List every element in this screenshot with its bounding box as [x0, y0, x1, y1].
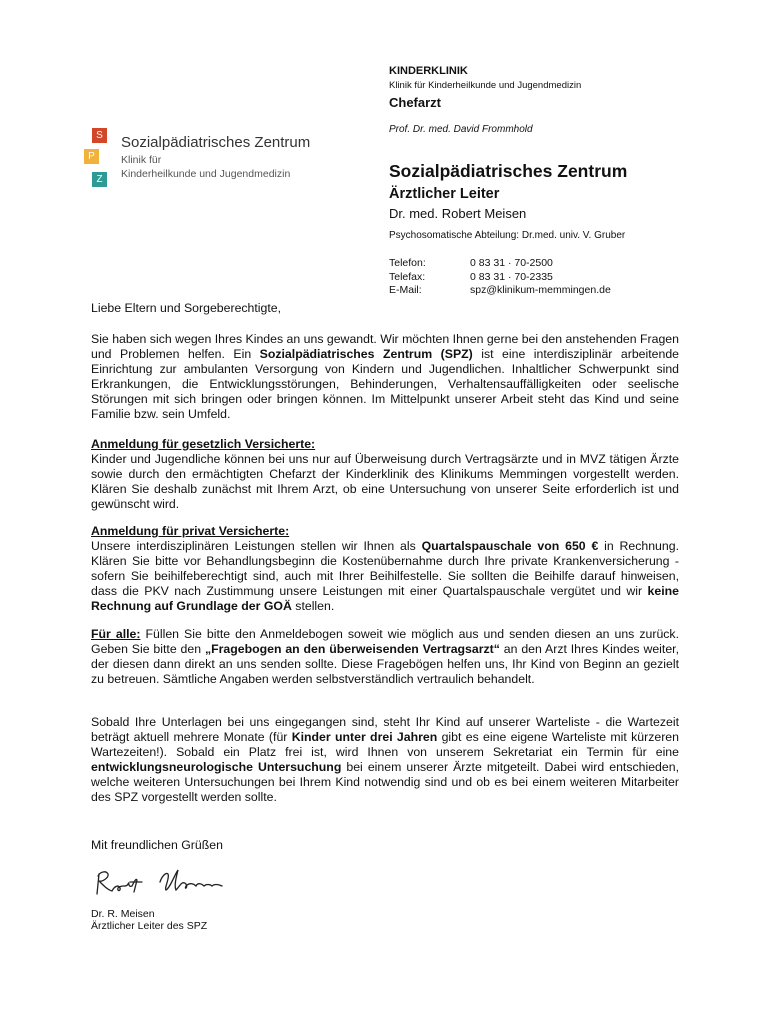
- contact-label: E-Mail:: [389, 284, 422, 296]
- greeting: Liebe Eltern und Sorgeberechtigte,: [91, 301, 282, 315]
- clinic-subtitle: Klinik für Kinderheilkunde und Jugendmedizin: [389, 80, 582, 91]
- text: Unsere interdisziplinären Leistungen stellen wir Ihnen als: [91, 539, 422, 553]
- center-role: Ärztlicher Leiter: [389, 186, 500, 202]
- contact-email-link[interactable]: spz@klinikum-memmingen.de: [470, 284, 611, 296]
- text: stellen.: [291, 599, 335, 613]
- signer-role: Ärztlicher Leiter des SPZ: [91, 920, 208, 932]
- paragraph-public-insurance: [91, 437, 679, 512]
- bold-text: keine Rechnung auf Grundlage der GOÄ: [91, 584, 679, 613]
- contact-label: Telefon:: [389, 257, 426, 269]
- center-head: Dr. med. Robert Meisen: [389, 206, 527, 221]
- text: gibt es eine eigene Warteliste mit kürzeren Wartezeiten!). Sobald ein Platz frei ist, wird Ihnen von unserem Sekretariat ein Termin für eine: [91, 730, 679, 759]
- logo-letter-z: Z: [92, 172, 107, 187]
- contact-value: 0 83 31 · 70-2335: [470, 270, 553, 283]
- logo-subtitle-line2: Kinderheilkunde und Jugendmedizin: [121, 168, 291, 180]
- text: Füllen Sie bitte den Anmeldebogen soweit wie möglich aus und senden diesen an uns zurück. Geben Sie bitte den: [91, 627, 679, 656]
- paragraph-waiting-list: [91, 715, 679, 805]
- bold-text: Quartalspauschale von 650 €: [421, 539, 599, 553]
- section-heading: Für alle:: [91, 627, 141, 641]
- bold-text: „Fragebogen an den überweisenden Vertragsarzt“: [204, 642, 500, 656]
- psychosomatic-department: Psychosomatische Abteilung: Dr.med. univ. V. Gruber: [389, 230, 626, 241]
- contact-phone: [389, 257, 611, 271]
- paragraph-private-insurance: [91, 524, 679, 614]
- signer-block: [91, 908, 207, 932]
- center-title: Sozialpädiatrisches Zentrum: [389, 161, 628, 181]
- logo-letter-p: P: [84, 149, 99, 164]
- logo-subtitle-line1: Klinik für: [121, 154, 162, 166]
- section-heading: Anmeldung für gesetzlich Versicherte:: [91, 437, 316, 451]
- logo-letter-s: S: [92, 128, 107, 143]
- text: in Rechnung. Klären Sie bitte vor Behandlungsbeginn die Kostenübernahme durch Ihre private Krankenversicherung - sofern Sie beihilfeberechtigt sind, auch mit Ihrer Beihilfestelle. Sie sollten die Beihilfe darauf hinweisen, dass die PKV nach Zustimmung unsere Leistungen mit einer Quartalspauschale vergütet und wir: [91, 539, 679, 598]
- text: Sobald Ihre Unterlagen bei uns eingegangen sind, steht Ihr Kind auf unserer Warteliste - die Wartezeit beträgt aktuell mehrere Monate (für: [91, 715, 679, 744]
- contact-email: [389, 284, 611, 298]
- text: Sie haben sich wegen Ihres Kindes an uns gewandt. Wir möchten Ihnen gerne bei den anstehenden Fragen und Problemen helfen. Ein: [91, 332, 679, 361]
- paragraph-for-all: [91, 627, 679, 687]
- text: Kinder und Jugendliche können bei uns nur auf Überweisung durch Vertragsärzte und in MVZ tätigen Ärzte sowie durch den ermächtigten Chefarzt der Kinderklinik des Klinikums Memmingen vorgestellt werden. Klären Sie deshalb zunächst mit Ihrem Arzt, ob eine Untersuchung von unserer Seite erforderlich ist und gewünscht wird.: [91, 452, 679, 511]
- text: bei einem unserer Ärzte mitgeteilt. Dabei wird entschieden, welche weiteren Untersuchungen bei Ihrem Kind notwendig sind und ob es bei einem weiteren Mitarbeiter des SPZ vorgestellt werden sollte.: [91, 760, 679, 804]
- chief-role: Chefarzt: [389, 95, 442, 110]
- bold-text: Kinder unter drei Jahren: [291, 730, 438, 744]
- bold-text: entwicklungsneurologische Untersuchung: [91, 760, 342, 774]
- signer-name: Dr. R. Meisen: [91, 908, 155, 920]
- contact-fax: [389, 271, 611, 285]
- contact-label: Telefax:: [389, 270, 426, 283]
- clinic-title: KINDERKLINIK: [389, 65, 468, 77]
- text: ist eine interdisziplinär arbeitende Einrichtung zur ambulanten Versorgung von Kindern und Jugendlichen. Inhaltlicher Schwerpunkt sind Erkrankungen, die Entwicklungsstörungen, Behinderungen, Verhaltensauffälligkeiten oder seelische Störungen mit sich bringen oder bringen können. Im Mittelpunkt unserer Arbeit steht das Kind und seine Familie bzw. sein Umfeld.: [91, 347, 679, 421]
- bold-text: Sozialpädiatrisches Zentrum (SPZ): [259, 347, 473, 361]
- paragraph-intro: [91, 332, 679, 422]
- chief-name: Prof. Dr. med. David Frommhold: [389, 124, 533, 135]
- logo-title: Sozialpädiatrisches Zentrum: [121, 134, 311, 151]
- closing: Mit freundlichen Grüßen: [91, 838, 223, 852]
- contact-value: 0 83 31 · 70-2500: [470, 257, 553, 269]
- contact-block: [389, 257, 611, 298]
- section-heading: Anmeldung für privat Versicherte:: [91, 524, 290, 538]
- text: an den Arzt Ihres Kindes weiter, der diesen dann direkt an uns senden sollte. Diese Fragebögen helfen uns, Ihr Kind von Beginn an gezielt zu betreuen. Sämtliche Angaben werden selbstverständlich vertraulich behandelt.: [91, 642, 679, 686]
- signature: [90, 862, 240, 902]
